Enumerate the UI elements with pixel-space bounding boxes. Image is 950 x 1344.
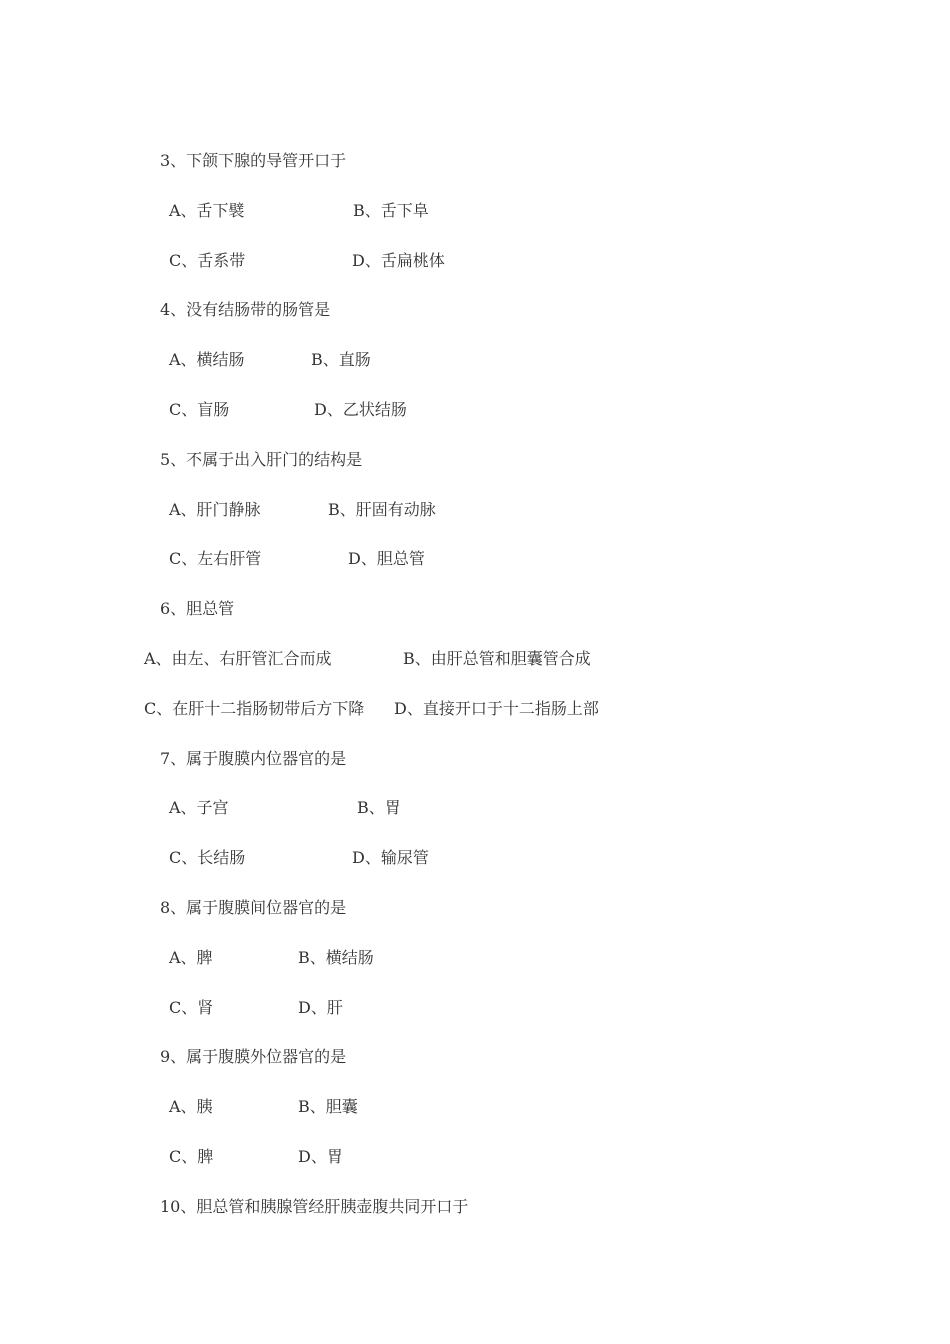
question-4-option-a: A、横结肠 — [169, 350, 245, 369]
question-6-option-d: D、直接开口于十二指肠上部 — [394, 699, 599, 718]
question-9-option-b: B、胆囊 — [298, 1097, 358, 1116]
question-4-option-d: D、乙状结肠 — [314, 400, 407, 419]
question-3-option-b: B、舌下阜 — [353, 201, 429, 220]
question-5-option-b: B、肝固有动脉 — [328, 500, 436, 519]
question-7-option-a: A、子宫 — [169, 798, 229, 817]
question-8-option-a: A、脾 — [169, 948, 213, 967]
question-9-option-c: C、脾 — [169, 1147, 214, 1166]
question-3-title: 3、下颌下腺的导管开口于 — [160, 151, 347, 170]
question-7-option-d: D、输尿管 — [352, 848, 429, 867]
question-5-option-d: D、胆总管 — [348, 549, 425, 568]
question-9-option-a: A、胰 — [169, 1097, 213, 1116]
question-6-option-a: A、由左、右肝管汇合而成 — [144, 649, 332, 668]
question-9-option-d: D、胃 — [298, 1147, 343, 1166]
question-4-title: 4、没有结肠带的肠管是 — [160, 300, 331, 319]
question-6-option-b: B、由肝总管和胆囊管合成 — [403, 649, 591, 668]
question-3-option-d: D、舌扁桃体 — [352, 251, 445, 270]
question-8-option-d: D、肝 — [298, 998, 343, 1017]
question-3-option-c: C、舌系带 — [169, 251, 246, 270]
question-10-title: 10、胆总管和胰腺管经肝胰壶腹共同开口于 — [160, 1197, 469, 1216]
question-7-title: 7、属于腹膜内位器官的是 — [160, 749, 347, 768]
question-4-option-b: B、直肠 — [311, 350, 371, 369]
question-4-option-c: C、盲肠 — [169, 400, 230, 419]
question-8-option-c: C、肾 — [169, 998, 214, 1017]
question-5-option-a: A、肝门静脉 — [169, 500, 261, 519]
question-8-title: 8、属于腹膜间位器官的是 — [160, 898, 347, 917]
question-7-option-b: B、胃 — [357, 798, 401, 817]
question-3-option-a: A、舌下襞 — [169, 201, 245, 220]
question-6-title: 6、胆总管 — [160, 599, 235, 618]
question-6-option-c: C、在肝十二指肠韧带后方下降 — [144, 699, 365, 718]
question-5-option-c: C、左右肝管 — [169, 549, 262, 568]
question-8-option-b: B、横结肠 — [298, 948, 374, 967]
question-5-title: 5、不属于出入肝门的结构是 — [160, 450, 363, 469]
question-7-option-c: C、长结肠 — [169, 848, 246, 867]
question-9-title: 9、属于腹膜外位器官的是 — [160, 1047, 347, 1066]
